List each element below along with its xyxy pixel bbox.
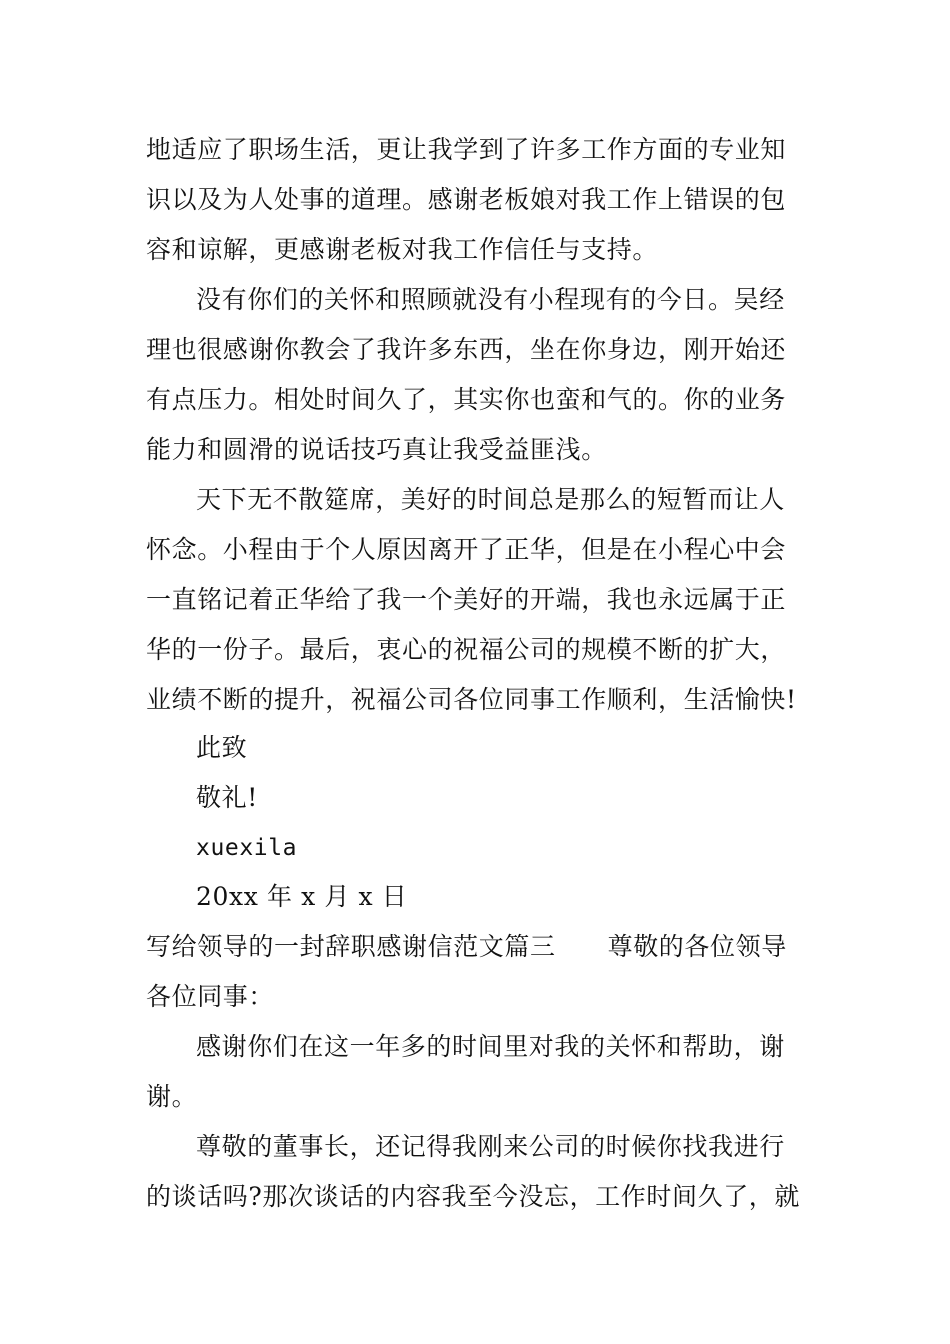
text-line: 感谢你们在这一年多的时间里对我的关怀和帮助，谢 <box>196 1032 785 1061</box>
text-line: 业绩不断的提升，祝福公司各位同事工作顺利，生活愉快! <box>146 685 797 714</box>
letter-date: 20xx 年 x 月 x 日 <box>196 882 408 911</box>
text-line: 容和谅解，更感谢老板对我工作信任与支持。 <box>146 235 659 264</box>
section-heading-line <box>146 932 787 962</box>
text-line: 怀念。小程由于个人原因离开了正华，但是在小程心中会 <box>146 535 787 564</box>
closing-salutation: 此致 <box>196 733 248 762</box>
text-line: 一直铭记着正华给了我一个美好的开端，我也永远属于正 <box>146 585 787 614</box>
section-greeting: 尊敬的各位领导 <box>607 932 787 961</box>
section-greeting-continued: 各位同事： <box>146 982 275 1011</box>
text-line: 能力和圆滑的说话技巧真让我受益匪浅。 <box>146 435 607 464</box>
closing-respect: 敬礼! <box>196 783 258 812</box>
text-line: 有点压力。相处时间久了，其实你也蛮和气的。你的业务 <box>146 385 787 414</box>
text-line: 谢。 <box>146 1082 198 1111</box>
text-line: 地适应了职场生活，更让我学到了许多工作方面的专业知 <box>146 135 787 164</box>
text-line: 识以及为人处事的道理。感谢老板娘对我工作上错误的包 <box>146 185 787 214</box>
text-line: 的谈话吗?那次谈话的内容我至今没忘，工作时间久了，就 <box>146 1182 801 1211</box>
section-heading: 写给领导的一封辞职感谢信范文篇三 <box>146 932 556 961</box>
text-line: 天下无不散筵席，美好的时间总是那么的短暂而让人 <box>196 485 785 514</box>
signature: xuexila <box>196 835 298 861</box>
text-line: 华的一份子。最后，衷心的祝福公司的规模不断的扩大， <box>146 635 787 664</box>
text-line: 尊敬的董事长，还记得我刚来公司的时候你找我进行 <box>196 1132 785 1161</box>
text-line: 没有你们的关怀和照顾就没有小程现有的今日。吴经 <box>196 285 785 314</box>
text-line: 理也很感谢你教会了我许多东西，坐在你身边，刚开始还 <box>146 335 787 364</box>
